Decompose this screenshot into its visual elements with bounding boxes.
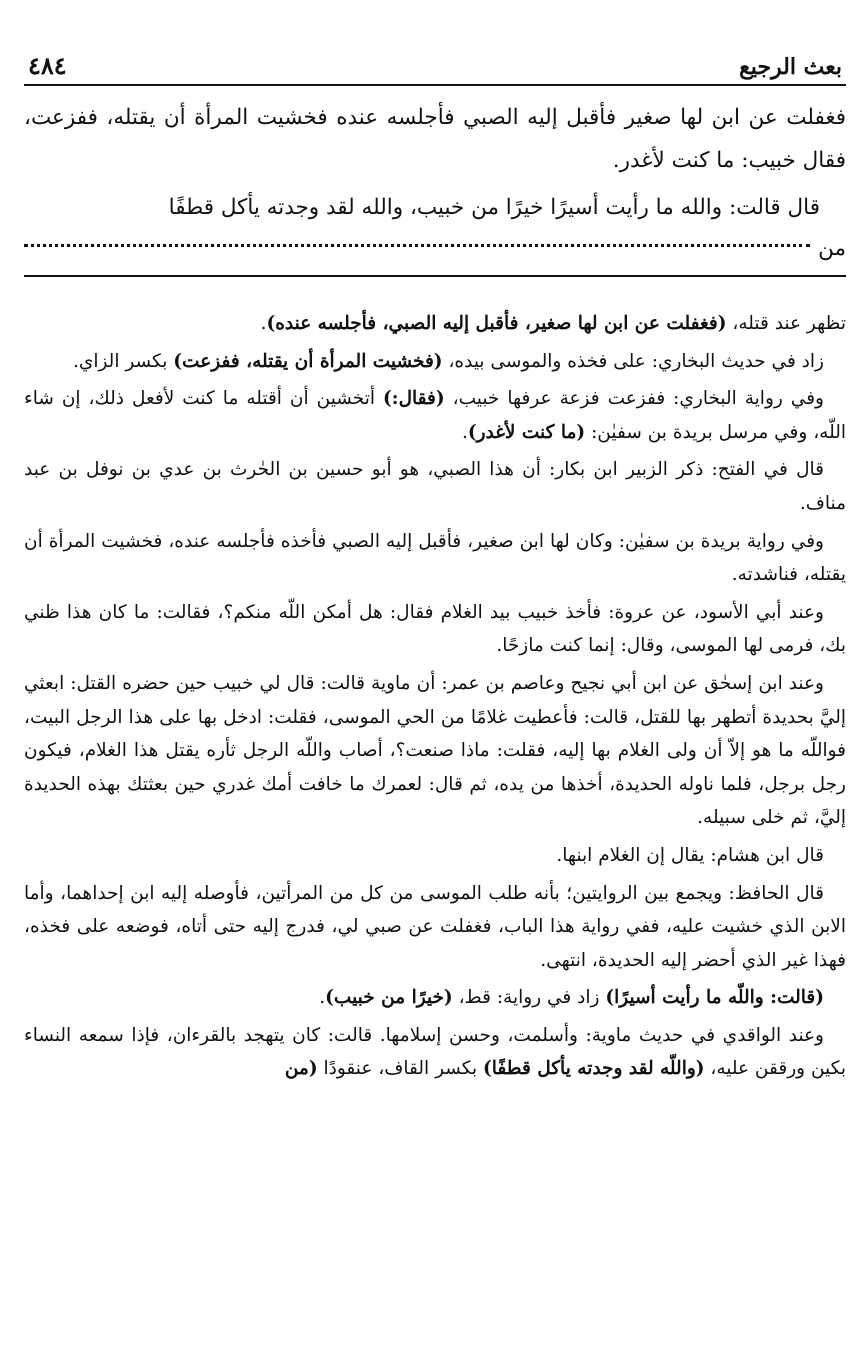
commentary-text: بكسر الزاي.	[72, 350, 174, 372]
commentary-text: وفي رواية البخاري: ففزعت فزعة عرفها خبيب،	[444, 388, 824, 410]
quoted-text: (من	[284, 1058, 318, 1080]
commentary-paragraph: قال الحافظ: ويجمع بين الروايتين؛ بأنه طلب الموسى من كل من المرأتين، فأوصله إليه ابن إحداهما، وأما الابن الذي خشيت عليه، ففي رواية هذا الباب، فغفلت عن صبي لي، فدرج إليه حتى أتاه، فوضعه على فخذه، فهذا غير الذي أحضر إليه الحديدة، انتهى.	[24, 882, 846, 971]
commentary-text: زاد في حديث البخاري: على فخذه والموسى بيده،	[442, 350, 824, 372]
page-number: ٤٨٤	[28, 51, 67, 80]
commentary	[24, 307, 846, 1086]
commentary-text: وعند الواقدي في حديث ماوية: وأسلمت، وحسن إسلامها. قالت: كان يتهجد بالقرءان، فإذا سمعه النساء بكين ورققن عليه،	[24, 1024, 846, 1080]
commentary-paragraph	[24, 345, 846, 379]
hadith-text	[24, 96, 846, 229]
commentary-paragraph: قال ابن هشام: يقال إن الغلام ابنها.	[556, 844, 824, 866]
quoted-text: (خيرًا من خبيب)	[325, 987, 453, 1009]
commentary-paragraph	[24, 1019, 846, 1086]
quoted-text: (قالت: واللّه ما رأيت أسيرًا)	[605, 987, 824, 1009]
chapter-title: بعث الرجيع	[739, 54, 842, 80]
quoted-text: (فقال:)	[383, 388, 445, 410]
commentary-paragraph: وعند ابن إسحٰق عن ابن أبي نجيح وعاصم بن عمر: أن ماوية قالت: قال لي خبيب حين حضره القتل: ابعثي إليَّ بحديدة أتطهر بها للقتل، قالت: فأعطيت غلامًا من الحي الموسى، فقلت: ادخل بها على هذا الرجل البيت، فواللّه ما هو إلاّ أن ولى الغلام بها إليه، فقلت: ماذا صنعت؟، أصاب واللّه الرجل ثأره يقتل هذا الغلام، فيكون رجل برجل، فلما ناوله الحديدة، أخذها من يده، ثم قال: لعمرك ما خافت أمك غدري حين بعثتك بهذه الحديدة إليَّ، ثم خلى سبيله.	[24, 672, 846, 829]
commentary-text: تظهر عند قتله،	[726, 313, 846, 334]
commentary-paragraph: وفي رواية بريدة بن سفيٰن: وكان لها ابن صغير، فأقبل إليه الصبي فأخذه فأجلسه عنده، فخشيت المرأة أن يقتله، فناشدته.	[24, 530, 846, 586]
commentary-paragraph	[24, 307, 846, 341]
dotted-leader	[24, 244, 810, 247]
continuation-word: من	[818, 236, 846, 261]
quoted-text: (واللّه لقد وجدته يأكل قطفًا)	[483, 1058, 705, 1080]
commentary-paragraph	[24, 382, 846, 449]
hadith-paragraph-2: قال قالت: والله ما رأيت أسيرًا خيرًا من خبيب، والله لقد وجدته يأكل قطفًا	[168, 195, 820, 220]
commentary-text: .	[319, 987, 326, 1009]
commentary-text: زاد في رواية: قط،	[452, 987, 606, 1009]
page-header	[24, 40, 846, 86]
quoted-text: (فخشيت المرأة أن يقتله، ففزعت)	[173, 350, 443, 372]
hadith-paragraph-1: فغفلت عن ابن لها صغير فأقبل إليه الصبي فأجلسه عنده فخشيت المرأة أن يقتله، ففزعت، فقال خبيب: ما كنت لأغدر.	[24, 105, 846, 173]
commentary-text: .	[461, 421, 468, 443]
hadith-continuation	[24, 229, 846, 269]
commentary-paragraph: قال في الفتح: ذكر الزبير ابن بكار: أن هذا الصبي، هو أبو حسين بن الحٰرث بن عدي بن نوفل بن عبد مناف.	[24, 459, 846, 514]
quoted-text: (ما كنت لأغدر)	[467, 421, 586, 443]
section-divider	[24, 275, 846, 277]
commentary-text: .	[260, 313, 267, 334]
quoted-text: (فغفلت عن ابن لها صغير، فأقبل إليه الصبي، فأجلسه عنده)	[266, 313, 727, 334]
page	[24, 40, 846, 1086]
commentary-paragraph: وعند أبي الأسود، عن عروة: فأخذ خبيب بيد الغلام فقال: هل أمكن اللّه منكم؟، فقالت: ما كان هذا ظني بك، فرمى لها الموسى، وقال: إنما كنت مازحًا.	[24, 601, 846, 657]
commentary-text: أتخشين أن أقتله ما كنت لأفعل ذلك، إن شاء اللّه، وفي مرسل بريدة بن سفيٰن:	[24, 388, 846, 443]
commentary-paragraph	[24, 981, 846, 1015]
commentary-text: بكسر القاف، عنقودًا	[317, 1058, 484, 1080]
